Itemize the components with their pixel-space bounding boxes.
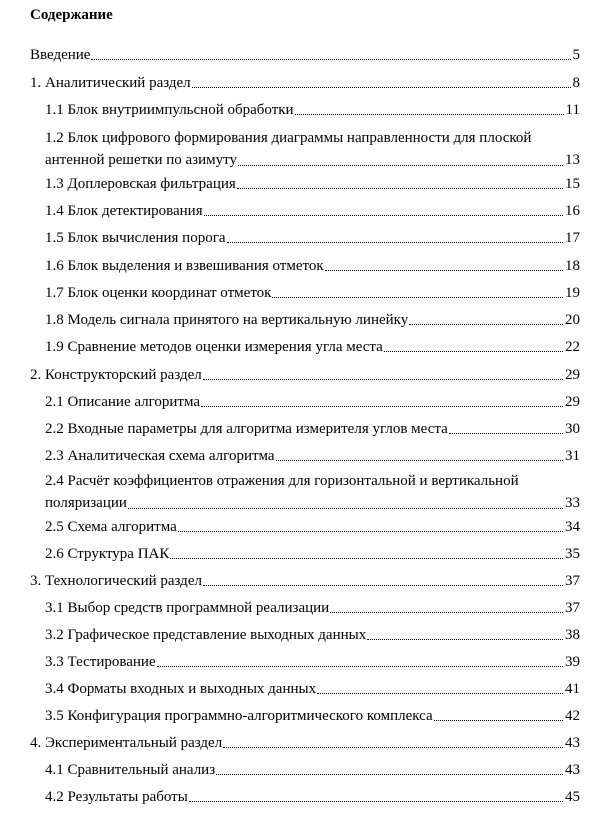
toc-entry-1-8[interactable] <box>45 311 580 329</box>
dot-leader <box>409 323 563 325</box>
toc-entry-1-9[interactable] <box>45 338 580 356</box>
toc-entry-label-line2: антенной решетки по азимуту <box>45 152 237 168</box>
toc-entry-page: 5 <box>572 47 580 63</box>
dot-leader <box>128 507 563 509</box>
toc-entry-2-2[interactable] <box>45 420 580 438</box>
toc-entry-page: 15 <box>565 176 580 192</box>
toc-entry-label: 1.8 Модель сигнала принятого на вертикальную линейку <box>45 312 409 328</box>
toc-entry-page: 43 <box>565 735 580 751</box>
toc-entry-1-3[interactable] <box>45 175 580 193</box>
dot-leader <box>449 432 563 434</box>
toc-entry-page: 43 <box>565 762 580 778</box>
toc-entry-label: 1.6 Блок выделения и взвешивания отметок <box>45 258 324 274</box>
toc-entry-2-3[interactable] <box>45 447 580 465</box>
toc-entry-label: 2. Конструкторский раздел <box>30 367 202 383</box>
dot-leader <box>189 800 563 802</box>
toc-entry-section-4[interactable] <box>30 734 580 752</box>
toc-entry-3-3[interactable] <box>45 653 580 671</box>
toc-entry-page: 35 <box>565 546 580 562</box>
dot-leader <box>272 296 563 298</box>
dot-leader <box>227 241 563 243</box>
toc-entry-page: 41 <box>565 681 580 697</box>
toc-entry-label: 4.1 Сравнительный анализ <box>45 762 216 778</box>
dot-leader <box>434 719 563 721</box>
toc-entry-1-5[interactable] <box>45 229 580 247</box>
toc-entry-page: 20 <box>565 312 580 328</box>
toc-entry-label: 1.1 Блок внутриимпульсной обработки <box>45 102 294 118</box>
toc-entry-label: Введение <box>30 47 91 63</box>
toc-entry-label: 1.9 Сравнение методов оценки измерения угла места <box>45 339 383 355</box>
toc-entry-label: 1.5 Блок вычисления порога <box>45 230 226 246</box>
toc-entry-page: 30 <box>565 421 580 437</box>
toc-entry-label: 3.4 Форматы входных и выходных данных <box>45 681 317 697</box>
toc-entry-label: 3.5 Конфигурация программно-алгоритмического комплекса <box>45 708 433 724</box>
toc-entry-2-6[interactable] <box>45 545 580 563</box>
toc-entry-label: 1.7 Блок оценки координат отметок <box>45 285 272 301</box>
toc-entry-2-1[interactable] <box>45 393 580 411</box>
dot-leader <box>91 58 570 60</box>
dot-leader <box>204 214 563 216</box>
toc-entry-page: 11 <box>565 102 580 118</box>
toc-entry-2-4[interactable] <box>45 470 580 514</box>
toc-entry-label: 3.1 Выбор средств программной реализации <box>45 600 330 616</box>
toc-entry-4-1[interactable] <box>45 761 580 779</box>
dot-leader <box>367 638 563 640</box>
dot-leader <box>203 584 563 586</box>
dot-leader <box>325 269 563 271</box>
toc-entry-1-6[interactable] <box>45 257 580 275</box>
dot-leader <box>216 773 563 775</box>
dot-leader <box>203 378 563 380</box>
toc-entry-3-4[interactable] <box>45 680 580 698</box>
toc-entry-label-line2: поляризации <box>45 495 127 511</box>
dot-leader <box>237 187 563 189</box>
dot-leader <box>317 692 563 694</box>
toc-entry-page: 45 <box>565 789 580 805</box>
toc-entry-page: 22 <box>565 339 580 355</box>
toc-entry-page: 37 <box>565 573 580 589</box>
dot-leader <box>192 86 571 88</box>
toc-entry-label: 2.1 Описание алгоритма <box>45 394 201 410</box>
dot-leader <box>295 113 564 115</box>
dot-leader <box>157 665 563 667</box>
toc-entry-page: 29 <box>565 367 580 383</box>
toc-entry-page: 39 <box>565 654 580 670</box>
toc-entry-1-1[interactable] <box>45 101 580 119</box>
dot-leader <box>384 350 563 352</box>
toc-entry-label: 2.2 Входные параметры для алгоритма измерителя углов места <box>45 421 448 437</box>
toc-entry-label: 2.6 Структура ПАК <box>45 546 170 562</box>
toc-entry-page: 38 <box>565 627 580 643</box>
toc-entry-label: 4.2 Результаты работы <box>45 789 188 805</box>
toc-entry-intro[interactable] <box>30 46 580 64</box>
toc-entry-section-2[interactable] <box>30 366 580 384</box>
toc-entry-label: 2.5 Схема алгоритма <box>45 519 177 535</box>
toc-entry-page: 18 <box>565 258 580 274</box>
toc-entry-page: 19 <box>565 285 580 301</box>
toc-entry-label: 4. Экспериментальный раздел <box>30 735 223 751</box>
toc-entry-page: 13 <box>565 152 580 168</box>
dot-leader <box>170 557 563 559</box>
toc-entry-label: 2.3 Аналитическая схема алгоритма <box>45 448 275 464</box>
toc-entry-page: 31 <box>565 448 580 464</box>
toc-entry-3-1[interactable] <box>45 599 580 617</box>
toc-entry-page: 17 <box>565 230 580 246</box>
toc-entry-label: 1.3 Доплеровская фильтрация <box>45 176 236 192</box>
toc-entry-label: 3.3 Тестирование <box>45 654 156 670</box>
toc-entry-page: 42 <box>565 708 580 724</box>
toc-entry-page: 8 <box>572 75 580 91</box>
toc-entry-label: 1.4 Блок детектирования <box>45 203 203 219</box>
toc-entry-page: 16 <box>565 203 580 219</box>
toc-entry-label: 1. Аналитический раздел <box>30 75 191 91</box>
toc-entry-section-3[interactable] <box>30 572 580 590</box>
dot-leader <box>201 405 563 407</box>
toc-entry-page: 37 <box>565 600 580 616</box>
toc-entry-1-2[interactable] <box>45 127 580 171</box>
toc-entry-page: 29 <box>565 394 580 410</box>
dot-leader <box>330 611 563 613</box>
dot-leader <box>223 746 563 748</box>
toc-entry-section-1[interactable] <box>30 74 580 92</box>
toc-entry-page: 34 <box>565 519 580 535</box>
toc-entry-label: 3.2 Графическое представление выходных данных <box>45 627 367 643</box>
toc-entry-label: 3. Технологический раздел <box>30 573 202 589</box>
toc-entry-label-line1: 2.4 Расчёт коэффициентов отражения для горизонтальной и вертикальной <box>45 473 519 489</box>
dot-leader <box>276 459 563 461</box>
toc-entry-1-4[interactable] <box>45 202 580 220</box>
dot-leader <box>178 530 563 532</box>
toc-entry-2-5[interactable] <box>45 518 580 536</box>
toc-entry-3-5[interactable] <box>45 707 580 725</box>
dot-leader <box>238 164 563 166</box>
toc-title: Содержание <box>30 7 113 23</box>
toc-entry-4-2[interactable] <box>45 788 580 806</box>
toc-entry-1-7[interactable] <box>45 284 580 302</box>
toc-entry-label-line1: 1.2 Блок цифрового формирования диаграммы направленности для плоской <box>45 130 532 146</box>
toc-entry-3-2[interactable] <box>45 626 580 644</box>
toc-entry-page: 33 <box>565 495 580 511</box>
